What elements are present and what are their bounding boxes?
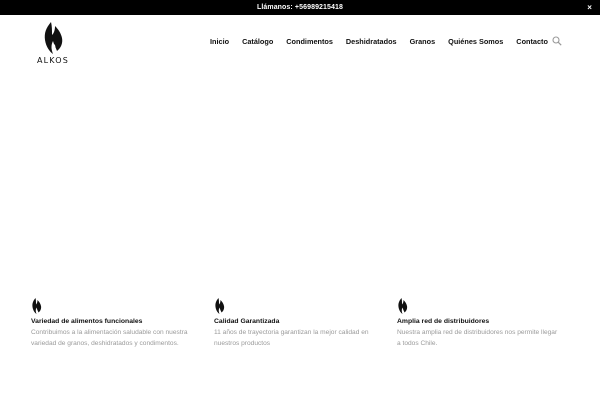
flame-icon — [397, 297, 408, 315]
flame-logo-icon — [42, 21, 64, 55]
nav-item-catalogo[interactable]: Catálogo — [242, 37, 274, 46]
feature-item — [31, 297, 206, 349]
announcement-bar — [0, 0, 600, 15]
feature-title: Calidad Garantizada — [214, 318, 280, 325]
feature-title: Amplia red de distribuidores — [397, 318, 490, 325]
close-icon[interactable]: × — [587, 3, 592, 12]
site-header — [0, 15, 600, 75]
feature-text: Nuestra amplia red de distribuidores nos permite llegar a todos Chile. — [397, 329, 558, 347]
nav-item-inicio[interactable]: Inicio — [210, 37, 230, 46]
phone-text: Llámanos: +56989215418 — [256, 4, 344, 11]
search-icon[interactable] — [552, 36, 562, 46]
feature-text: Contribuimos a la alimentación saludable con nuestra variedad de granos, deshidratados y condimentos. — [31, 329, 188, 347]
feature-item — [397, 297, 562, 349]
logo[interactable] — [31, 21, 75, 69]
nav-item-deshidratados[interactable]: Deshidratados — [345, 37, 397, 46]
flame-icon — [214, 297, 225, 315]
nav-item-granos[interactable]: Granos — [409, 37, 436, 46]
flame-icon — [31, 297, 42, 315]
nav-item-contacto[interactable]: Contacto — [516, 37, 548, 46]
nav-item-condimentos[interactable]: Condimentos — [286, 37, 333, 46]
logo-text: ALKOS — [36, 56, 70, 65]
nav-item-quienes-somos[interactable]: Quiénes Somos — [448, 37, 504, 46]
main-nav — [210, 37, 561, 46]
feature-title: Variedad de alimentos funcionales — [31, 318, 143, 325]
feature-item — [214, 297, 386, 349]
feature-text: 11 años de trayectoria garantizan la mejor calidad en nuestros productos — [214, 329, 369, 347]
